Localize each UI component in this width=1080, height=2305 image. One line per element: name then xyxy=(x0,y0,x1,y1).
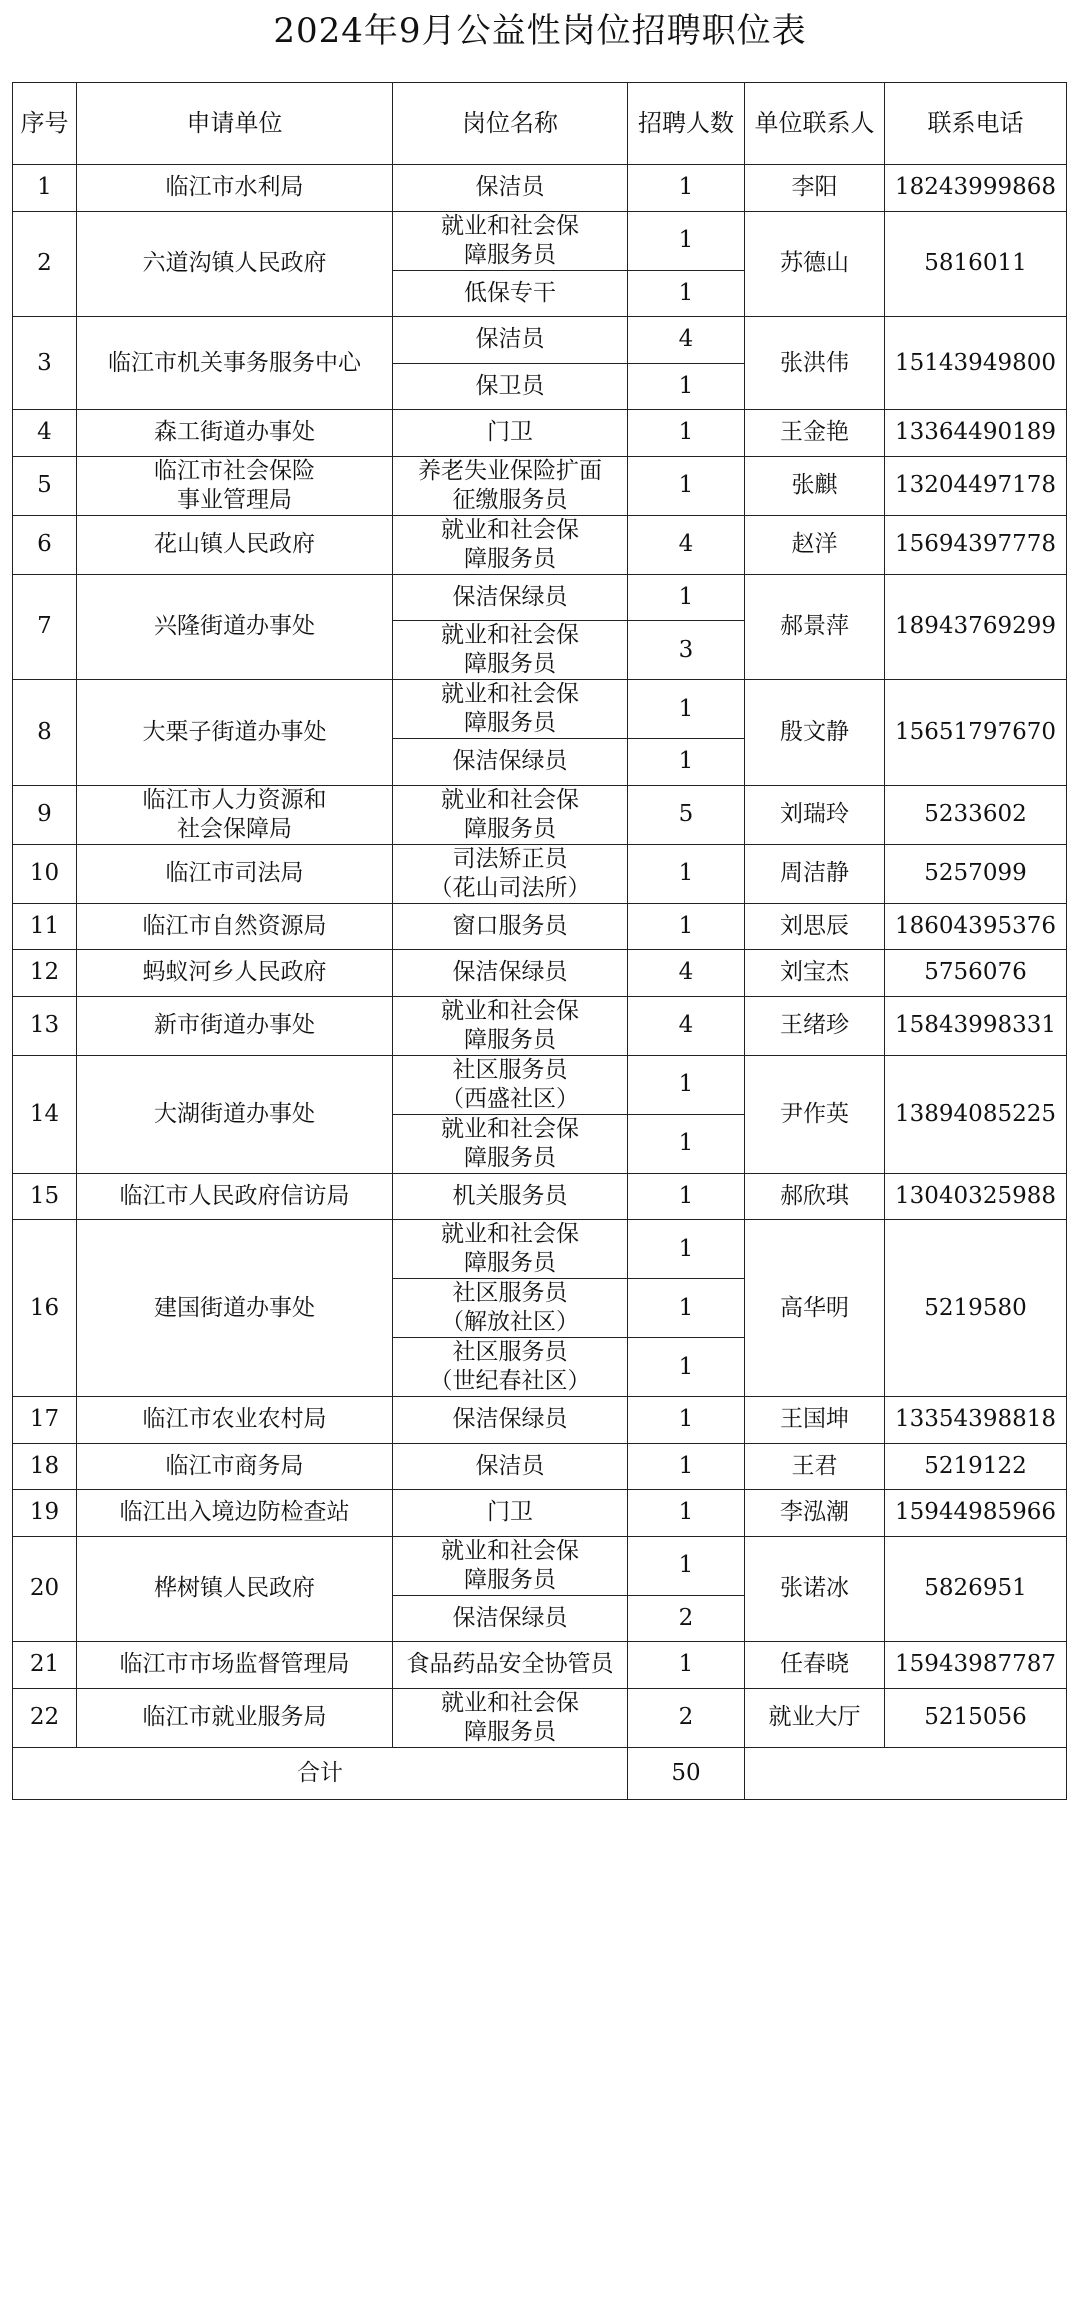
applicant-unit: 临江市商务局 xyxy=(77,1443,393,1490)
row-number: 21 xyxy=(13,1642,77,1689)
hire-count: 1 xyxy=(628,739,745,786)
table-row xyxy=(13,1536,1067,1595)
table-row xyxy=(13,1055,1067,1114)
contact-person: 刘思辰 xyxy=(745,903,885,950)
contact-person: 张诺冰 xyxy=(745,1536,885,1642)
hire-count: 2 xyxy=(628,1595,745,1642)
position-name: 门卫 xyxy=(393,410,628,457)
total-count: 50 xyxy=(628,1747,745,1799)
applicant-unit: 大湖街道办事处 xyxy=(77,1055,393,1173)
hire-count: 1 xyxy=(628,363,745,410)
contact-phone: 5219122 xyxy=(885,1443,1067,1490)
table-row xyxy=(13,1220,1067,1279)
contact-phone: 5756076 xyxy=(885,950,1067,997)
table-row xyxy=(13,1173,1067,1220)
applicant-unit: 临江市机关事务服务中心 xyxy=(77,317,393,410)
hire-count: 4 xyxy=(628,996,745,1055)
position-name: 保洁员 xyxy=(393,1443,628,1490)
hire-count: 3 xyxy=(628,621,745,680)
contact-phone: 15143949800 xyxy=(885,317,1067,410)
hire-count: 1 xyxy=(628,1397,745,1444)
contact-phone: 5215056 xyxy=(885,1688,1067,1747)
row-number: 15 xyxy=(13,1173,77,1220)
hire-count: 1 xyxy=(628,1055,745,1114)
applicant-unit: 临江市农业农村局 xyxy=(77,1397,393,1444)
table-row xyxy=(13,950,1067,997)
row-number: 11 xyxy=(13,903,77,950)
hire-count: 1 xyxy=(628,1173,745,1220)
contact-phone: 5826951 xyxy=(885,1536,1067,1642)
position-name: 就业和社会保 障服务员 xyxy=(393,1114,628,1173)
contact-phone: 13040325988 xyxy=(885,1173,1067,1220)
total-label: 合计 xyxy=(13,1747,628,1799)
header-unit: 申请单位 xyxy=(77,83,393,165)
total-row xyxy=(13,1747,1067,1799)
table-row xyxy=(13,317,1067,364)
row-number: 8 xyxy=(13,680,77,786)
position-name: 养老失业保险扩面 征缴服务员 xyxy=(393,456,628,515)
hire-count: 1 xyxy=(628,1443,745,1490)
table-row xyxy=(13,785,1067,844)
applicant-unit: 森工街道办事处 xyxy=(77,410,393,457)
row-number: 9 xyxy=(13,785,77,844)
applicant-unit: 临江市人力资源和 社会保障局 xyxy=(77,785,393,844)
contact-phone: 15843998331 xyxy=(885,996,1067,1055)
contact-phone: 5233602 xyxy=(885,785,1067,844)
hire-count: 1 xyxy=(628,1279,745,1338)
row-number: 10 xyxy=(13,844,77,903)
table-row xyxy=(13,456,1067,515)
contact-phone: 15944985966 xyxy=(885,1490,1067,1537)
position-name: 就业和社会保 障服务员 xyxy=(393,515,628,574)
contact-person: 郝欣琪 xyxy=(745,1173,885,1220)
applicant-unit: 临江出入境边防检查站 xyxy=(77,1490,393,1537)
row-number: 5 xyxy=(13,456,77,515)
position-name: 就业和社会保 障服务员 xyxy=(393,1688,628,1747)
contact-person: 郝景萍 xyxy=(745,574,885,680)
header-count: 招聘人数 xyxy=(628,83,745,165)
header-contact: 单位联系人 xyxy=(745,83,885,165)
position-name: 就业和社会保 障服务员 xyxy=(393,211,628,270)
position-name: 保洁员 xyxy=(393,165,628,212)
applicant-unit: 桦树镇人民政府 xyxy=(77,1536,393,1642)
hire-count: 1 xyxy=(628,1536,745,1595)
contact-person: 张洪伟 xyxy=(745,317,885,410)
contact-person: 刘宝杰 xyxy=(745,950,885,997)
contact-person: 王绪珍 xyxy=(745,996,885,1055)
contact-phone: 18943769299 xyxy=(885,574,1067,680)
applicant-unit: 临江市自然资源局 xyxy=(77,903,393,950)
contact-phone: 18604395376 xyxy=(885,903,1067,950)
applicant-unit: 大栗子街道办事处 xyxy=(77,680,393,786)
page-title: 2024年9月公益性岗位招聘职位表 xyxy=(273,11,807,51)
contact-person: 周洁静 xyxy=(745,844,885,903)
applicant-unit: 六道沟镇人民政府 xyxy=(77,211,393,317)
contact-person: 王国坤 xyxy=(745,1397,885,1444)
hire-count: 2 xyxy=(628,1688,745,1747)
header-position: 岗位名称 xyxy=(393,83,628,165)
position-name: 社区服务员 （解放社区） xyxy=(393,1279,628,1338)
row-number: 2 xyxy=(13,211,77,317)
contact-phone: 5219580 xyxy=(885,1220,1067,1397)
table-row xyxy=(13,515,1067,574)
row-number: 19 xyxy=(13,1490,77,1537)
row-number: 7 xyxy=(13,574,77,680)
row-number: 1 xyxy=(13,165,77,212)
row-number: 17 xyxy=(13,1397,77,1444)
table-row xyxy=(13,1490,1067,1537)
applicant-unit: 临江市就业服务局 xyxy=(77,1688,393,1747)
position-name: 保卫员 xyxy=(393,363,628,410)
position-name: 社区服务员 （世纪春社区） xyxy=(393,1338,628,1397)
position-name: 保洁保绿员 xyxy=(393,739,628,786)
hire-count: 1 xyxy=(628,903,745,950)
table-row xyxy=(13,1688,1067,1747)
hire-count: 1 xyxy=(628,211,745,270)
contact-person: 王君 xyxy=(745,1443,885,1490)
position-name: 保洁保绿员 xyxy=(393,1397,628,1444)
contact-person: 任春晓 xyxy=(745,1642,885,1689)
contact-phone: 13894085225 xyxy=(885,1055,1067,1173)
contact-person: 高华明 xyxy=(745,1220,885,1397)
contact-person: 赵洋 xyxy=(745,515,885,574)
contact-person: 李阳 xyxy=(745,165,885,212)
row-number: 12 xyxy=(13,950,77,997)
contact-phone: 15694397778 xyxy=(885,515,1067,574)
contact-person: 苏德山 xyxy=(745,211,885,317)
hire-count: 4 xyxy=(628,950,745,997)
hire-count: 1 xyxy=(628,456,745,515)
row-number: 22 xyxy=(13,1688,77,1747)
position-name: 社区服务员 （西盛社区） xyxy=(393,1055,628,1114)
header-row xyxy=(13,83,1067,165)
contact-person: 尹作英 xyxy=(745,1055,885,1173)
row-number: 13 xyxy=(13,996,77,1055)
position-name: 就业和社会保 障服务员 xyxy=(393,680,628,739)
hire-count: 1 xyxy=(628,680,745,739)
recruitment-table xyxy=(12,82,1067,1800)
table-row xyxy=(13,903,1067,950)
applicant-unit: 临江市水利局 xyxy=(77,165,393,212)
contact-phone: 5257099 xyxy=(885,844,1067,903)
hire-count: 1 xyxy=(628,270,745,317)
hire-count: 1 xyxy=(628,1338,745,1397)
contact-person: 就业大厅 xyxy=(745,1688,885,1747)
position-name: 机关服务员 xyxy=(393,1173,628,1220)
row-number: 3 xyxy=(13,317,77,410)
position-name: 保洁员 xyxy=(393,317,628,364)
table-row xyxy=(13,996,1067,1055)
applicant-unit: 临江市社会保险 事业管理局 xyxy=(77,456,393,515)
table-row xyxy=(13,1443,1067,1490)
contact-person: 王金艳 xyxy=(745,410,885,457)
applicant-unit: 临江市司法局 xyxy=(77,844,393,903)
position-name: 低保专干 xyxy=(393,270,628,317)
applicant-unit: 蚂蚁河乡人民政府 xyxy=(77,950,393,997)
table-row xyxy=(13,1642,1067,1689)
position-name: 就业和社会保 障服务员 xyxy=(393,1536,628,1595)
table-row xyxy=(13,844,1067,903)
position-name: 就业和社会保 障服务员 xyxy=(393,996,628,1055)
row-number: 6 xyxy=(13,515,77,574)
hire-count: 1 xyxy=(628,844,745,903)
hire-count: 1 xyxy=(628,1642,745,1689)
contact-phone: 15943987787 xyxy=(885,1642,1067,1689)
applicant-unit: 建国街道办事处 xyxy=(77,1220,393,1397)
applicant-unit: 临江市市场监督管理局 xyxy=(77,1642,393,1689)
contact-phone: 5816011 xyxy=(885,211,1067,317)
hire-count: 4 xyxy=(628,515,745,574)
hire-count: 1 xyxy=(628,165,745,212)
hire-count: 1 xyxy=(628,574,745,621)
contact-phone: 18243999868 xyxy=(885,165,1067,212)
contact-phone: 13364490189 xyxy=(885,410,1067,457)
table-row xyxy=(13,211,1067,270)
applicant-unit: 新市街道办事处 xyxy=(77,996,393,1055)
applicant-unit: 花山镇人民政府 xyxy=(77,515,393,574)
row-number: 4 xyxy=(13,410,77,457)
header-phone: 联系电话 xyxy=(885,83,1067,165)
total-empty xyxy=(745,1747,1067,1799)
hire-count: 4 xyxy=(628,317,745,364)
row-number: 20 xyxy=(13,1536,77,1642)
position-name: 食品药品安全协管员 xyxy=(393,1642,628,1689)
contact-phone: 15651797670 xyxy=(885,680,1067,786)
row-number: 14 xyxy=(13,1055,77,1173)
position-name: 保洁保绿员 xyxy=(393,1595,628,1642)
table-row xyxy=(13,680,1067,739)
table-row xyxy=(13,1397,1067,1444)
hire-count: 5 xyxy=(628,785,745,844)
position-name: 就业和社会保 障服务员 xyxy=(393,621,628,680)
contact-phone: 13354398818 xyxy=(885,1397,1067,1444)
position-name: 保洁保绿员 xyxy=(393,574,628,621)
row-number: 18 xyxy=(13,1443,77,1490)
row-number: 16 xyxy=(13,1220,77,1397)
position-name: 窗口服务员 xyxy=(393,903,628,950)
contact-person: 刘瑞玲 xyxy=(745,785,885,844)
position-name: 就业和社会保 障服务员 xyxy=(393,785,628,844)
position-name: 门卫 xyxy=(393,1490,628,1537)
contact-person: 张麒 xyxy=(745,456,885,515)
applicant-unit: 临江市人民政府信访局 xyxy=(77,1173,393,1220)
contact-person: 李泓潮 xyxy=(745,1490,885,1537)
applicant-unit: 兴隆街道办事处 xyxy=(77,574,393,680)
hire-count: 1 xyxy=(628,410,745,457)
hire-count: 1 xyxy=(628,1114,745,1173)
table-row xyxy=(13,574,1067,621)
contact-person: 殷文静 xyxy=(745,680,885,786)
position-name: 保洁保绿员 xyxy=(393,950,628,997)
hire-count: 1 xyxy=(628,1490,745,1537)
table-row xyxy=(13,410,1067,457)
header-no: 序号 xyxy=(13,83,77,165)
table-row xyxy=(13,165,1067,212)
contact-phone: 13204497178 xyxy=(885,456,1067,515)
position-name: 司法矫正员 （花山司法所） xyxy=(393,844,628,903)
position-name: 就业和社会保 障服务员 xyxy=(393,1220,628,1279)
hire-count: 1 xyxy=(628,1220,745,1279)
